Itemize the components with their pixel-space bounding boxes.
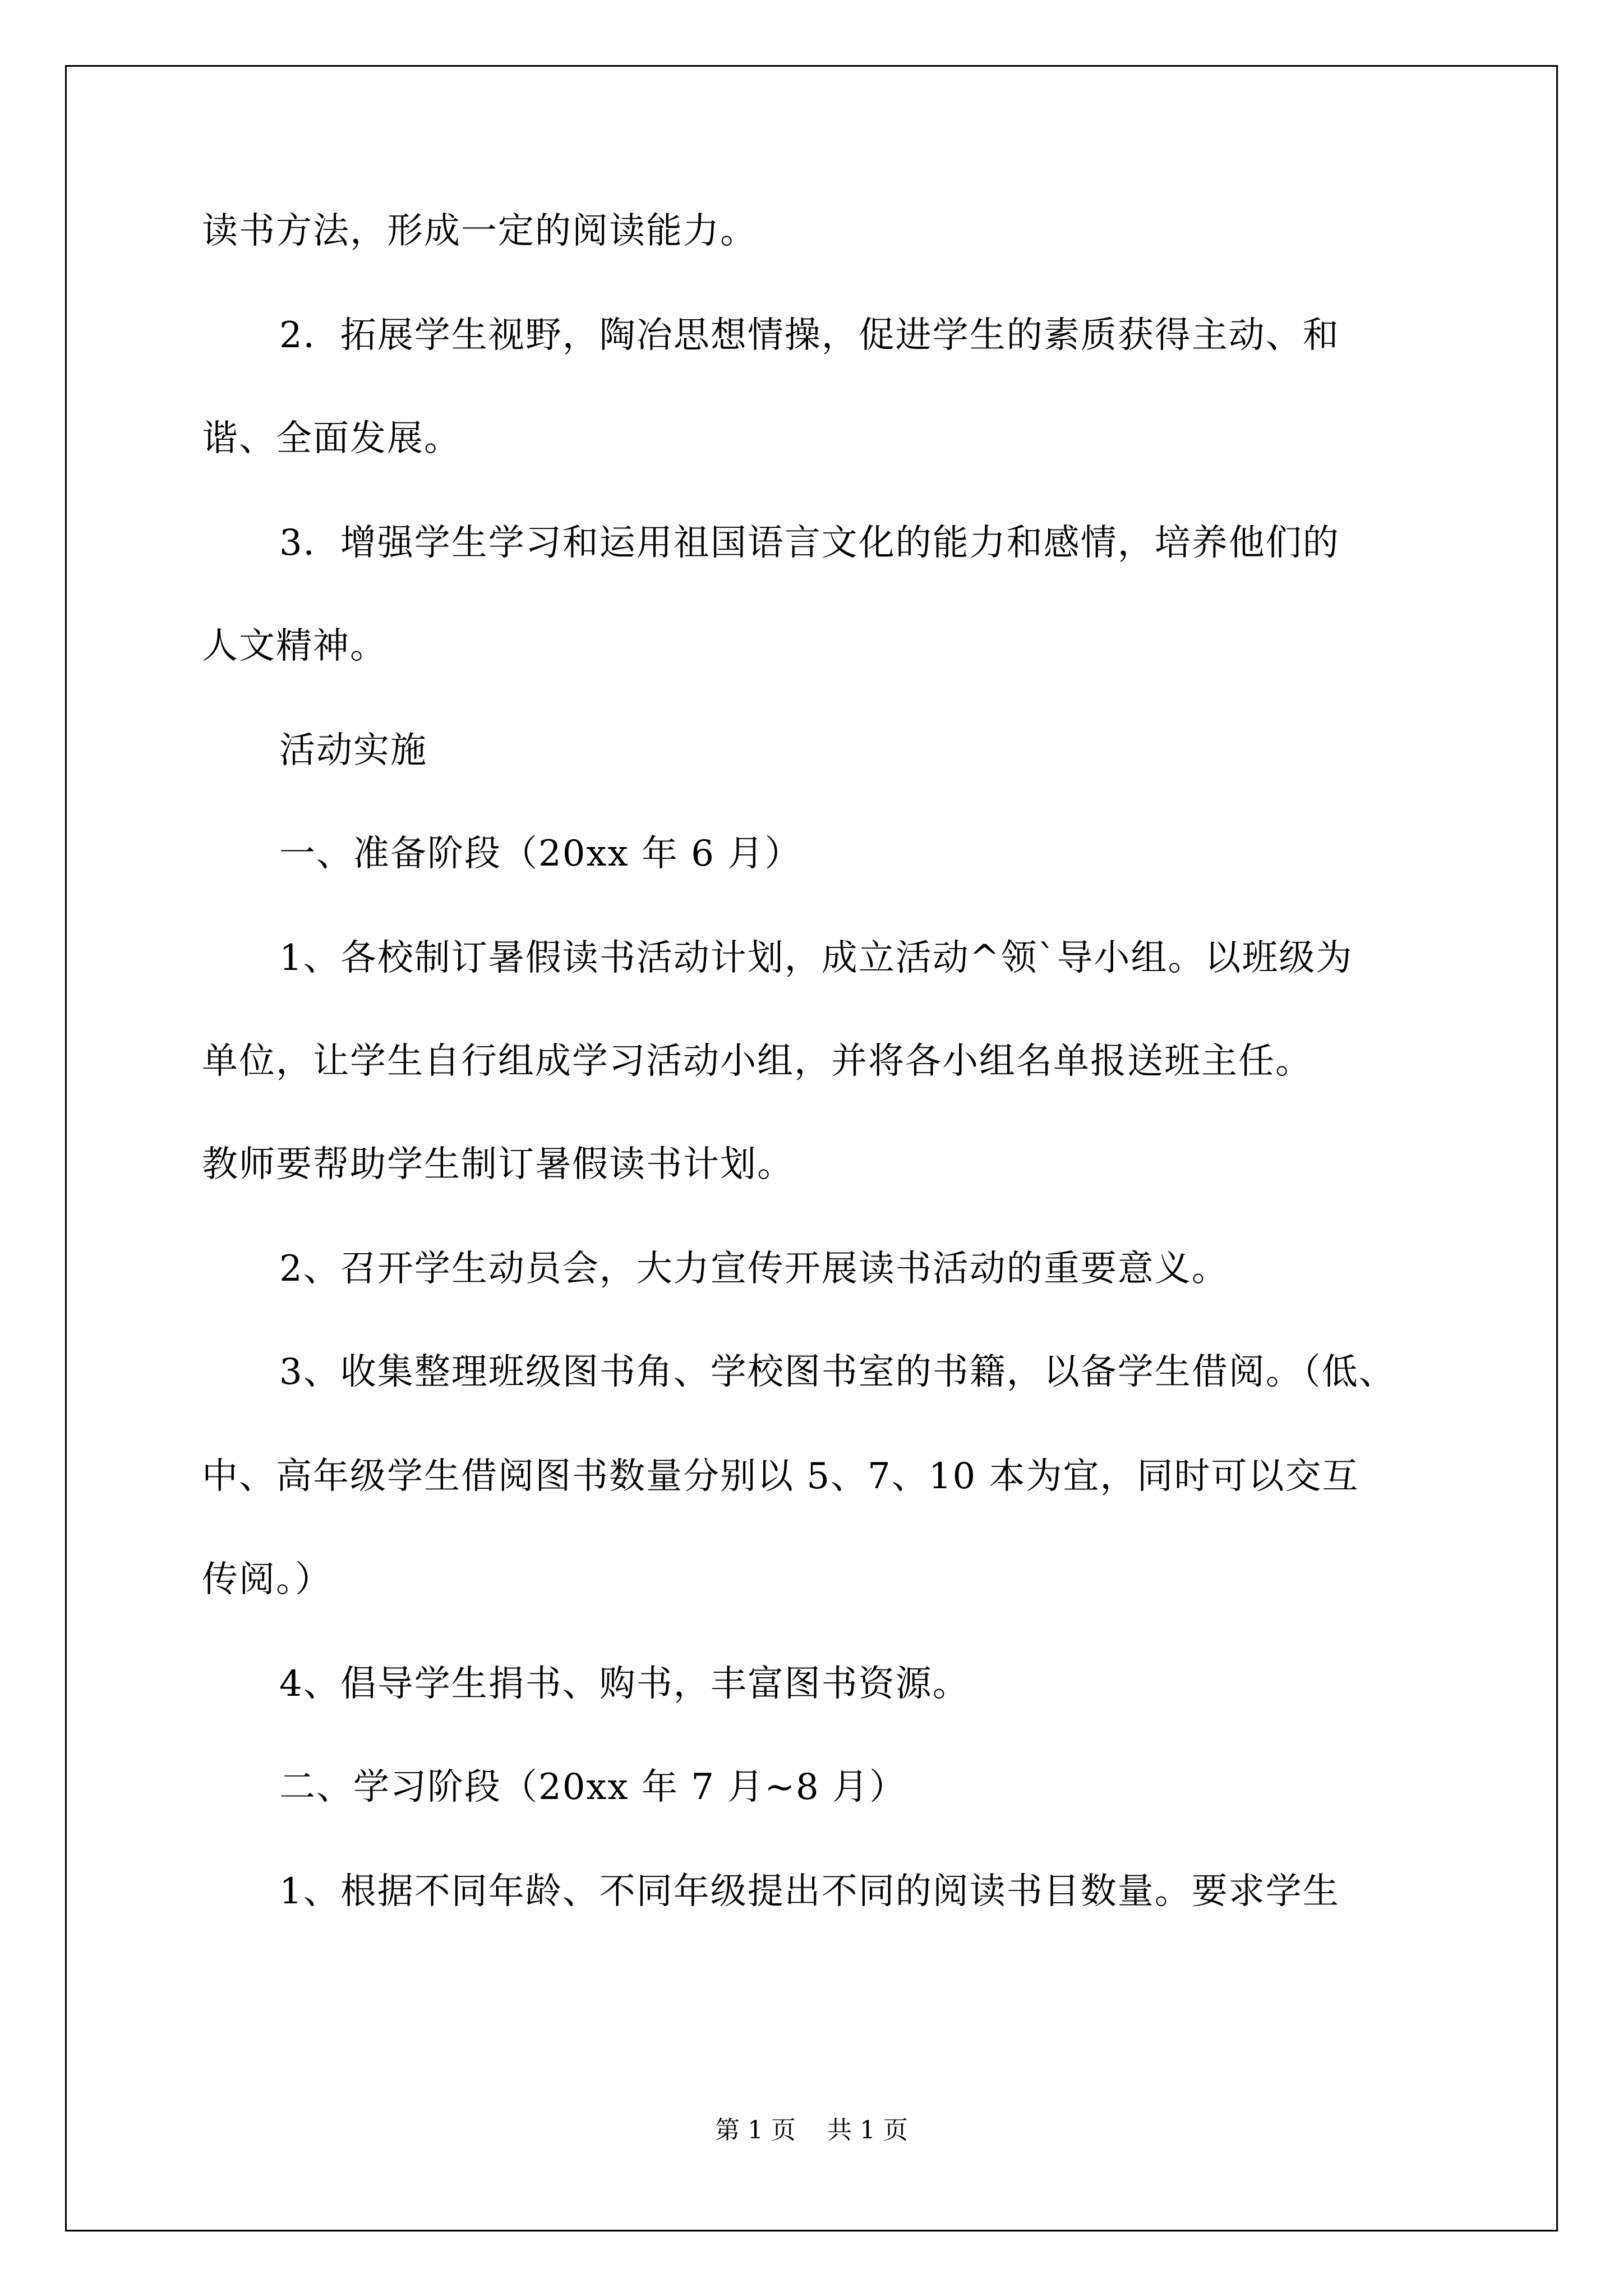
- paragraph-line: 2．拓展学生视野，陶冶思想情操，促进学生的素质获得主动、和: [279, 315, 1340, 356]
- subsection-heading: 一、准备阶段（20xx 年 6 月）: [279, 833, 802, 875]
- paragraph-line: 读书方法，形成一定的阅读能力。: [202, 210, 757, 252]
- paragraph-line: 谐、全面发展。: [202, 418, 461, 459]
- paragraph-line: 2、召开学生动员会，大力宣传开展读书活动的重要意义。: [279, 1248, 1229, 1290]
- paragraph-line: 3．增强学生学习和运用祖国语言文化的能力和感情，培养他们的: [279, 522, 1340, 564]
- subsection-heading: 二、学习阶段（20xx 年 7 月~8 月）: [279, 1766, 907, 1808]
- paragraph-line: 人文精神。: [202, 625, 387, 667]
- paragraph-line: 单位，让学生自行组成学习活动小组，并将各小组名单报送班主任。: [202, 1041, 1312, 1082]
- paragraph-line: 1、根据不同年龄、不同年级提出不同的阅读书目数量。要求学生: [279, 1871, 1340, 1912]
- page-footer: 第 1 页 共 1 页: [715, 2116, 908, 2145]
- paragraph-line: 中、高年级学生借阅图书数量分别以 5、7、10 本为宜，同时可以交互: [202, 1456, 1359, 1497]
- paragraph-line: 传阅。）: [202, 1559, 332, 1600]
- paragraph-line: 3、收集整理班级图书角、学校图书室的书籍，以备学生借阅。（低、: [279, 1351, 1396, 1393]
- paragraph-line: 教师要帮助学生制订暑假读书计划。: [202, 1144, 794, 1185]
- paragraph-line: 1、各校制订暑假读书活动计划，成立活动^领`导小组。以班级为: [279, 937, 1353, 979]
- section-heading: 活动实施: [279, 730, 427, 771]
- paragraph-line: 4、倡导学生捐书、购书，丰富图书资源。: [279, 1663, 970, 1705]
